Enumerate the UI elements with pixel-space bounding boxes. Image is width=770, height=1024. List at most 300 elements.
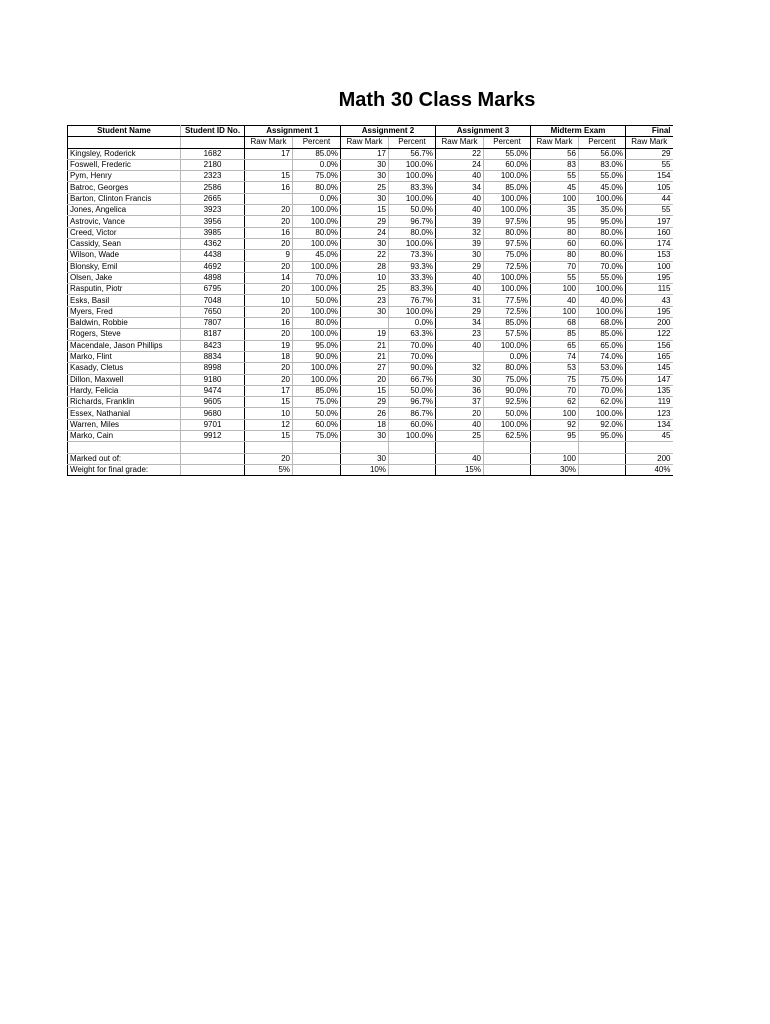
table-row [68,250,673,261]
a2-percent-cell: 96.7% [389,397,436,408]
a1-raw-cell: 20 [245,205,293,216]
a3-percent-cell: 97.5% [484,216,531,227]
a2-raw-cell: 27 [341,363,389,374]
mid-percent-cell [579,453,626,464]
student-id-cell [181,464,245,475]
a1-raw-cell: 20 [245,374,293,385]
a1-percent-cell: 95.0% [293,340,341,351]
a2-percent-cell: 100.0% [389,171,436,182]
a1-raw-cell: 18 [245,351,293,362]
a1-percent-cell: 100.0% [293,205,341,216]
student-name-cell: Wilson, Wade [68,250,181,261]
student-name-cell: Kasady, Cletus [68,363,181,374]
mid-percent-cell: 56.0% [579,148,626,159]
student-id-cell: 8998 [181,363,245,374]
mid-raw-cell: 60 [531,238,579,249]
a2-raw-cell: 18 [341,419,389,430]
header-assignment-2: Assignment 2 [341,126,436,137]
a2-raw-cell: 21 [341,340,389,351]
student-name-cell: Weight for final grade: [68,464,181,475]
a3-percent-cell: 100.0% [484,171,531,182]
table-row [68,431,673,442]
a2-raw-cell: 30 [341,453,389,464]
final-raw-cell: 134 [626,419,673,430]
a3-raw-cell: 24 [436,159,484,170]
a2-percent-cell: 73.3% [389,250,436,261]
final-raw-cell: 160 [626,227,673,238]
mid-percent-cell: 80.0% [579,250,626,261]
student-id-cell: 8187 [181,329,245,340]
table-row [68,340,673,351]
a3-percent-cell [484,464,531,475]
a1-raw-cell: 10 [245,408,293,419]
student-name-cell: Essex, Nathanial [68,408,181,419]
mid-raw-cell: 55 [531,272,579,283]
a3-percent-cell: 0.0% [484,351,531,362]
a3-raw-cell [436,442,484,453]
a3-percent-cell: 97.5% [484,238,531,249]
final-raw-cell: 195 [626,272,673,283]
a1-percent-cell: 80.0% [293,182,341,193]
final-raw-cell: 145 [626,363,673,374]
a3-percent-cell: 50.0% [484,408,531,419]
table-row [68,261,673,272]
mid-percent-cell: 95.0% [579,431,626,442]
header-midterm-exam: Midterm Exam [531,126,626,137]
a3-percent-cell: 85.0% [484,318,531,329]
table-row [68,419,673,430]
student-id-cell: 9912 [181,431,245,442]
a2-percent-cell [389,464,436,475]
table-row [68,397,673,408]
a1-percent-cell: 100.0% [293,363,341,374]
marks-body [68,126,673,476]
a2-raw-cell: 30 [341,431,389,442]
a1-raw-cell: 16 [245,318,293,329]
mid-raw-cell: 35 [531,205,579,216]
a3-raw-cell: 29 [436,261,484,272]
a3-raw-cell: 40 [436,171,484,182]
student-name-cell: Foswell, Frederic [68,159,181,170]
student-id-cell: 8834 [181,351,245,362]
student-id-cell: 4362 [181,238,245,249]
mid-raw-cell: 55 [531,171,579,182]
header-assignment-1: Assignment 1 [245,126,341,137]
a1-percent-cell: 75.0% [293,397,341,408]
final-raw-cell: 100 [626,261,673,272]
a3-raw-cell: 34 [436,318,484,329]
a2-percent-cell: 100.0% [389,431,436,442]
mid-percent-cell: 55.0% [579,272,626,283]
a1-percent-cell: 85.0% [293,385,341,396]
table-row [68,193,673,204]
weight-row [68,464,673,475]
final-raw-cell: 200 [626,318,673,329]
a2-raw-cell: 30 [341,238,389,249]
mid-percent-cell [579,442,626,453]
header-assignment-3: Assignment 3 [436,126,531,137]
a1-percent-cell: 0.0% [293,193,341,204]
mid-percent-cell: 85.0% [579,329,626,340]
student-name-cell: Macendale, Jason Phillips [68,340,181,351]
student-id-cell: 9605 [181,397,245,408]
header-student-id: Student ID No. [181,126,245,137]
student-id-cell: 2665 [181,193,245,204]
table-row [68,306,673,317]
mid-percent-cell [579,464,626,475]
subheader-blank-name [68,137,181,148]
a3-percent-cell: 62.5% [484,431,531,442]
a1-percent-cell: 75.0% [293,171,341,182]
a2-raw-cell: 22 [341,250,389,261]
mid-raw-cell: 62 [531,397,579,408]
a2-percent-cell: 100.0% [389,238,436,249]
a2-raw-cell: 15 [341,385,389,396]
student-name-cell: Barton, Clinton Francis [68,193,181,204]
student-id-cell: 4692 [181,261,245,272]
a3-raw-cell: 40 [436,272,484,283]
a3-percent-cell [484,442,531,453]
final-raw-cell: 123 [626,408,673,419]
student-name-cell: Pym, Henry [68,171,181,182]
mid-percent-cell: 53.0% [579,363,626,374]
a1-raw-cell: 17 [245,385,293,396]
student-id-cell: 9474 [181,385,245,396]
a2-raw-cell: 23 [341,295,389,306]
mid-raw-cell: 74 [531,351,579,362]
student-name-cell: Marko, Cain [68,431,181,442]
table-row [68,374,673,385]
header-final: Final [626,126,673,137]
a3-percent-cell: 80.0% [484,227,531,238]
student-name-cell: Esks, Basil [68,295,181,306]
table-row [68,227,673,238]
a3-raw-cell: 15% [436,464,484,475]
final-raw-cell: 29 [626,148,673,159]
a2-percent-cell: 96.7% [389,216,436,227]
mid-percent-cell: 80.0% [579,227,626,238]
a3-raw-cell: 23 [436,329,484,340]
final-raw-cell: 55 [626,205,673,216]
a2-percent-cell: 66.7% [389,374,436,385]
a1-raw-cell: 19 [245,340,293,351]
mid-percent-cell: 62.0% [579,397,626,408]
a1-raw-cell: 16 [245,227,293,238]
mid-percent-cell: 70.0% [579,385,626,396]
table-row [68,159,673,170]
mid-raw-cell: 100 [531,408,579,419]
final-raw-cell: 40% [626,464,673,475]
a2-percent-cell [389,453,436,464]
mid-percent-cell: 95.0% [579,216,626,227]
a1-raw-cell: 15 [245,431,293,442]
a3-raw-cell: 40 [436,284,484,295]
a1-raw-cell: 20 [245,453,293,464]
a1-percent-cell: 75.0% [293,431,341,442]
a2-percent-cell: 100.0% [389,159,436,170]
table-row [68,272,673,283]
a2-raw-cell: 30 [341,171,389,182]
a2-percent-cell [389,442,436,453]
mid-raw-cell: 56 [531,148,579,159]
mid-raw-cell: 30% [531,464,579,475]
mid-percent-cell: 35.0% [579,205,626,216]
a2-raw-cell: 24 [341,227,389,238]
a1-raw-cell: 17 [245,148,293,159]
a1-raw-cell: 20 [245,238,293,249]
a3-raw-cell: 20 [436,408,484,419]
a1-percent-cell: 80.0% [293,318,341,329]
student-id-cell: 4438 [181,250,245,261]
a2-raw-cell: 30 [341,193,389,204]
final-raw-cell: 43 [626,295,673,306]
mid-raw-cell [531,442,579,453]
final-raw-cell: 105 [626,182,673,193]
a1-percent-cell [293,442,341,453]
a2-raw-cell: 29 [341,397,389,408]
mid-raw-cell: 80 [531,250,579,261]
student-name-cell: Marked out of: [68,453,181,464]
a2-percent-cell: 100.0% [389,193,436,204]
mid-raw-cell: 70 [531,261,579,272]
a2-percent-cell: 86.7% [389,408,436,419]
mid-raw-cell: 75 [531,374,579,385]
student-name-cell: Richards, Franklin [68,397,181,408]
final-raw-cell: 174 [626,238,673,249]
a2-raw-cell: 10 [341,272,389,283]
a3-raw-cell: 25 [436,431,484,442]
a3-raw-cell: 32 [436,227,484,238]
a3-raw-cell: 30 [436,250,484,261]
table-row [68,318,673,329]
a2-percent-cell: 83.3% [389,284,436,295]
table-row [68,182,673,193]
mid-percent-cell: 65.0% [579,340,626,351]
sheet-title: Math 30 Class Marks [338,89,536,111]
a2-raw-cell: 20 [341,374,389,385]
a2-raw-cell: 25 [341,284,389,295]
mid-raw-cell: 92 [531,419,579,430]
a1-percent-cell: 100.0% [293,374,341,385]
a3-percent-cell: 100.0% [484,340,531,351]
a2-raw-cell: 28 [341,261,389,272]
subheader-a1-percent: Percent [293,137,341,148]
mid-percent-cell: 75.0% [579,374,626,385]
a3-raw-cell: 40 [436,193,484,204]
final-raw-cell: 55 [626,159,673,170]
a1-percent-cell: 100.0% [293,329,341,340]
a3-percent-cell: 100.0% [484,419,531,430]
mid-raw-cell: 100 [531,306,579,317]
student-name-cell: Myers, Fred [68,306,181,317]
a1-raw-cell [245,442,293,453]
subheader-mid-raw: Raw Mark [531,137,579,148]
subheader-a2-percent: Percent [389,137,436,148]
a1-raw-cell: 20 [245,329,293,340]
mid-raw-cell: 100 [531,284,579,295]
a1-raw-cell: 15 [245,397,293,408]
mid-percent-cell: 74.0% [579,351,626,362]
student-name-cell: Rasputin, Piotr [68,284,181,295]
a1-raw-cell [245,159,293,170]
marks-table [67,125,673,476]
student-name-cell: Creed, Victor [68,227,181,238]
mid-raw-cell: 100 [531,193,579,204]
a1-raw-cell: 16 [245,182,293,193]
a1-percent-cell: 90.0% [293,351,341,362]
a3-raw-cell: 36 [436,385,484,396]
mid-raw-cell: 85 [531,329,579,340]
a1-raw-cell: 20 [245,363,293,374]
a3-raw-cell: 40 [436,453,484,464]
mid-raw-cell: 80 [531,227,579,238]
a3-percent-cell [484,453,531,464]
student-id-cell: 9701 [181,419,245,430]
table-row [68,148,673,159]
mid-percent-cell: 60.0% [579,238,626,249]
a3-percent-cell: 75.0% [484,374,531,385]
a3-raw-cell: 31 [436,295,484,306]
a3-raw-cell: 22 [436,148,484,159]
mid-percent-cell: 100.0% [579,193,626,204]
header-row [68,126,673,137]
a3-percent-cell: 72.5% [484,261,531,272]
mid-raw-cell: 40 [531,295,579,306]
student-name-cell: Rogers, Steve [68,329,181,340]
a2-percent-cell: 63.3% [389,329,436,340]
student-name-cell [68,442,181,453]
a1-percent-cell [293,453,341,464]
a3-percent-cell: 92.5% [484,397,531,408]
a3-percent-cell: 57.5% [484,329,531,340]
header-student-name: Student Name [68,126,181,137]
student-name-cell: Warren, Miles [68,419,181,430]
table-row [68,216,673,227]
mid-percent-cell: 70.0% [579,261,626,272]
a2-raw-cell: 17 [341,148,389,159]
a1-percent-cell: 50.0% [293,295,341,306]
a3-percent-cell: 75.0% [484,250,531,261]
mid-raw-cell: 65 [531,340,579,351]
a1-percent-cell: 50.0% [293,408,341,419]
subheader-blank-id [181,137,245,148]
a3-percent-cell: 80.0% [484,363,531,374]
mid-raw-cell: 70 [531,385,579,396]
table-row [68,205,673,216]
a3-percent-cell: 72.5% [484,306,531,317]
student-name-cell: Batroc, Georges [68,182,181,193]
a3-percent-cell: 90.0% [484,385,531,396]
table-row [68,385,673,396]
a2-percent-cell: 76.7% [389,295,436,306]
final-raw-cell: 119 [626,397,673,408]
a1-percent-cell: 60.0% [293,419,341,430]
a1-raw-cell: 20 [245,284,293,295]
mid-raw-cell: 53 [531,363,579,374]
student-id-cell: 3985 [181,227,245,238]
a2-percent-cell: 70.0% [389,340,436,351]
student-id-cell: 3956 [181,216,245,227]
a3-raw-cell: 32 [436,363,484,374]
a2-percent-cell: 80.0% [389,227,436,238]
a1-percent-cell: 100.0% [293,261,341,272]
a2-raw-cell: 15 [341,205,389,216]
a3-percent-cell: 100.0% [484,284,531,295]
mid-percent-cell: 40.0% [579,295,626,306]
a1-percent-cell: 100.0% [293,306,341,317]
student-id-cell: 2586 [181,182,245,193]
final-raw-cell: 122 [626,329,673,340]
a2-percent-cell: 50.0% [389,205,436,216]
a3-percent-cell: 100.0% [484,193,531,204]
subheader-final-raw: Raw Mark [626,137,673,148]
mid-percent-cell: 55.0% [579,171,626,182]
table-row [68,295,673,306]
a3-raw-cell: 40 [436,205,484,216]
a3-percent-cell: 100.0% [484,205,531,216]
mid-raw-cell: 100 [531,453,579,464]
student-id-cell: 1682 [181,148,245,159]
a1-raw-cell: 5% [245,464,293,475]
final-raw-cell: 147 [626,374,673,385]
a2-percent-cell: 100.0% [389,306,436,317]
a2-percent-cell: 56.7% [389,148,436,159]
subheader-a3-raw: Raw Mark [436,137,484,148]
student-id-cell [181,442,245,453]
final-raw-cell: 115 [626,284,673,295]
a1-percent-cell: 85.0% [293,148,341,159]
table-row [68,171,673,182]
a1-raw-cell: 10 [245,295,293,306]
a2-raw-cell: 19 [341,329,389,340]
student-name-cell: Baldwin, Robbie [68,318,181,329]
a1-raw-cell [245,193,293,204]
mid-raw-cell: 68 [531,318,579,329]
a2-raw-cell [341,318,389,329]
mid-percent-cell: 92.0% [579,419,626,430]
a1-raw-cell: 20 [245,216,293,227]
student-name-cell: Hardy, Felicia [68,385,181,396]
a3-raw-cell: 29 [436,306,484,317]
student-id-cell: 6795 [181,284,245,295]
a1-raw-cell: 12 [245,419,293,430]
a2-raw-cell: 29 [341,216,389,227]
a3-percent-cell: 77.5% [484,295,531,306]
a2-raw-cell: 26 [341,408,389,419]
student-id-cell: 2323 [181,171,245,182]
final-raw-cell: 197 [626,216,673,227]
a3-raw-cell: 37 [436,397,484,408]
final-raw-cell: 135 [626,385,673,396]
student-id-cell: 9680 [181,408,245,419]
student-name-cell: Jones, Angelica [68,205,181,216]
mid-raw-cell: 83 [531,159,579,170]
a1-percent-cell: 100.0% [293,238,341,249]
student-id-cell: 4898 [181,272,245,283]
table-row [68,284,673,295]
student-name-cell: Blonsky, Emil [68,261,181,272]
a1-raw-cell: 15 [245,171,293,182]
final-raw-cell: 154 [626,171,673,182]
student-name-cell: Marko, Flint [68,351,181,362]
final-raw-cell [626,442,673,453]
a3-raw-cell: 34 [436,182,484,193]
a3-raw-cell: 40 [436,340,484,351]
a3-percent-cell: 55.0% [484,148,531,159]
mid-raw-cell: 95 [531,431,579,442]
student-name-cell: Astrovic, Vance [68,216,181,227]
table-row [68,408,673,419]
